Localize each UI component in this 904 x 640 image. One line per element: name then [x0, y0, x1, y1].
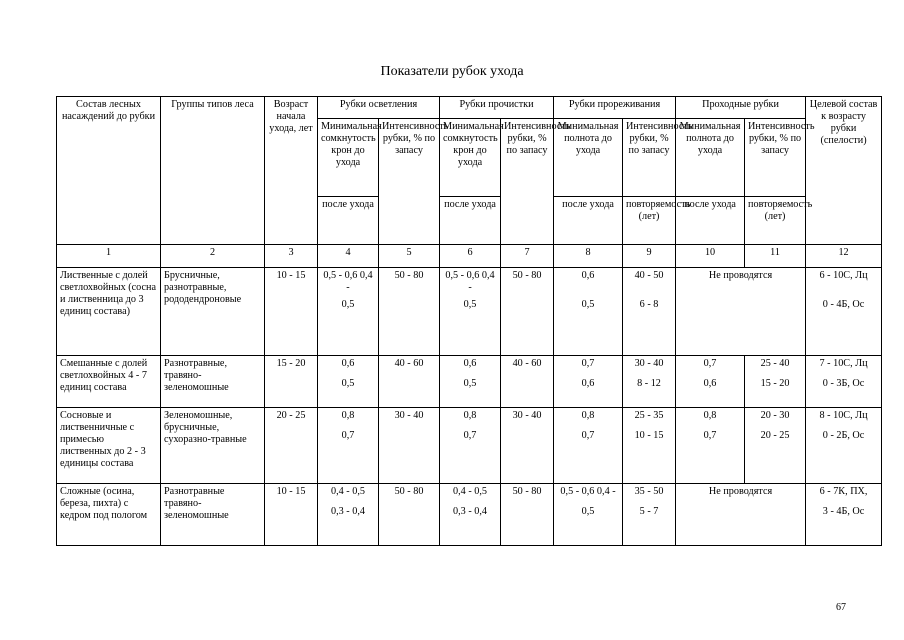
value-before: 0,7 [581, 358, 595, 369]
table-row [57, 268, 882, 356]
column-number: 6 [440, 245, 501, 268]
value-after: 0,5 [341, 378, 355, 389]
header-intensity-prohod: Интенсивность рубки, % по запасу [745, 119, 806, 197]
value-after: 0,6 [703, 378, 717, 389]
cell-density-prorezh [554, 484, 623, 546]
cell-closure-proch [440, 268, 501, 356]
column-number-row [57, 245, 882, 268]
value-repeat: 6 - 8 [639, 299, 659, 310]
value-after: 0,3 - 0,4 [453, 506, 487, 517]
value-target-mix: 0 - 3Б, Ос [822, 378, 865, 389]
value-target-main: 7 - 10С, Лц [819, 358, 868, 369]
header-intensity-proch: Интенсивность рубки, % по запасу [501, 119, 554, 245]
value-before: 0,6 [341, 358, 355, 369]
cell-intensity-osv: 50 - 80 [379, 484, 440, 546]
cell-intensity-prorezh [623, 484, 676, 546]
header-repeat-prohod: повторяемость (лет) [745, 197, 806, 245]
value-repeat: 10 - 15 [634, 430, 664, 441]
value-intensity: 25 - 40 [760, 358, 790, 369]
value-repeat: 20 - 25 [760, 430, 790, 441]
value-intensity: 35 - 50 [634, 486, 664, 497]
value-after: 0,5 [581, 506, 595, 517]
value-before: 0,5 - 0,6 0,4 - [560, 486, 616, 497]
cell-start-age: 15 - 20 [265, 356, 318, 408]
header-min-density-prorezh: Минимальная полнота до ухода [554, 119, 623, 197]
header-composition: Состав лесных насаждений до рубки [57, 97, 161, 245]
value-target-main: 8 - 10С, Лц [819, 410, 868, 421]
cell-forest-types: Брусничные, разнотравные, рододендроновые [161, 268, 265, 356]
cell-forest-types: Разнотравные, травяно-зеленомошные [161, 356, 265, 408]
value-after: 0,6 [581, 378, 595, 389]
cell-intensity-osv: 30 - 40 [379, 408, 440, 484]
cell-closure-proch [440, 484, 501, 546]
header-after-prohod: после ухода [676, 197, 745, 245]
header-after-osv: после ухода [318, 197, 379, 245]
cell-intensity-prorezh [623, 268, 676, 356]
value-after: 0,7 [341, 430, 355, 441]
header-after-proch: после ухода [440, 197, 501, 245]
value-after: 0,7 [581, 430, 595, 441]
header-group-osvetlenie: Рубки осветления [318, 97, 440, 119]
column-number: 9 [623, 245, 676, 268]
header-repeat-prorezh: повторяемость (лет) [623, 197, 676, 245]
header-target-composition: Целевой состав к возрасту рубки (спелости) [806, 97, 882, 245]
value-before: 0,6 [581, 270, 595, 281]
value-before: 0,8 [463, 410, 477, 421]
value-target-main: 6 - 10С, Лц [819, 270, 868, 281]
header-row-groups [57, 97, 882, 119]
column-number: 8 [554, 245, 623, 268]
header-intensity-prorezh: Интенсивность рубки, % по запасу [623, 119, 676, 197]
cell-intensity-osv: 50 - 80 [379, 268, 440, 356]
cell-closure-osv [318, 408, 379, 484]
column-number: 3 [265, 245, 318, 268]
cell-target [806, 268, 882, 356]
cell-closure-proch [440, 356, 501, 408]
cell-density-prohod [676, 408, 745, 484]
value-intensity: 25 - 35 [634, 410, 664, 421]
column-number: 11 [745, 245, 806, 268]
cell-composition: Сосновые и лиственничные с примесью лиственных до 2 - 3 единицы состава [57, 408, 161, 484]
page-number: 67 [836, 602, 846, 613]
forest-thinning-table [56, 96, 882, 546]
value-after: 0,5 [463, 378, 477, 389]
value-before: 0,5 - 0,6 0,4 - [445, 270, 495, 293]
cell-closure-proch [440, 408, 501, 484]
value-repeat: 15 - 20 [760, 378, 790, 389]
cell-intensity-prohod [745, 408, 806, 484]
column-number: 7 [501, 245, 554, 268]
value-target-mix: 3 - 4Б, Ос [822, 506, 865, 517]
column-number: 10 [676, 245, 745, 268]
value-after: 0,5 [463, 299, 477, 310]
cell-prohod-not-applied: Не проводятся [676, 484, 806, 546]
value-before: 0,4 - 0,5 [453, 486, 487, 497]
value-before: 0,5 - 0,6 0,4 - [323, 270, 373, 293]
value-before: 0,8 [581, 410, 595, 421]
value-repeat: 5 - 7 [639, 506, 659, 517]
value-target-mix: 0 - 4Б, Ос [822, 299, 865, 310]
cell-intensity-prorezh [623, 408, 676, 484]
value-after: 0,7 [463, 430, 477, 441]
value-repeat: 8 - 12 [637, 378, 661, 389]
value-intensity: 30 - 40 [634, 358, 664, 369]
cell-start-age: 20 - 25 [265, 408, 318, 484]
page-title: Показатели рубок ухода [380, 64, 524, 79]
cell-intensity-proch: 50 - 80 [501, 268, 554, 356]
value-target-main: 6 - 7К, ПХ, [819, 486, 868, 497]
column-number: 1 [57, 245, 161, 268]
header-group-prorezhivanie: Рубки прореживания [554, 97, 676, 119]
value-intensity: 20 - 30 [760, 410, 790, 421]
cell-density-prorezh [554, 356, 623, 408]
cell-start-age: 10 - 15 [265, 484, 318, 546]
column-number: 5 [379, 245, 440, 268]
header-group-prohodnye: Проходные рубки [676, 97, 806, 119]
value-before: 0,8 [341, 410, 355, 421]
header-start-age: Возраст начала ухода, лет [265, 97, 318, 245]
value-before: 0,6 [463, 358, 477, 369]
header-min-closure-proch: Минимальная сомкнутость крон до ухода [440, 119, 501, 197]
cell-intensity-proch: 30 - 40 [501, 408, 554, 484]
cell-forest-types: Разнотравные травяно-зеленомошные [161, 484, 265, 546]
cell-intensity-osv: 40 - 60 [379, 356, 440, 408]
cell-intensity-proch: 50 - 80 [501, 484, 554, 546]
cell-target [806, 484, 882, 546]
value-before: 0,8 [703, 410, 717, 421]
cell-target [806, 356, 882, 408]
cell-closure-osv [318, 268, 379, 356]
table-row [57, 356, 882, 408]
cell-intensity-proch: 40 - 60 [501, 356, 554, 408]
value-before: 0,4 - 0,5 [331, 486, 365, 497]
column-number: 2 [161, 245, 265, 268]
cell-composition: Смешанные с долей светлохвойных 4 - 7 единиц состава [57, 356, 161, 408]
value-after: 0,7 [703, 430, 717, 441]
cell-start-age: 10 - 15 [265, 268, 318, 356]
cell-target [806, 408, 882, 484]
cell-closure-osv [318, 484, 379, 546]
cell-forest-types: Зеленомошные, брусничные, сухоразно-травные [161, 408, 265, 484]
header-intensity-osv: Интенсивность рубки, % по запасу [379, 119, 440, 245]
table-row [57, 408, 882, 484]
table-row [57, 484, 882, 546]
value-intensity: 40 - 50 [634, 270, 664, 281]
value-before: 0,7 [703, 358, 717, 369]
column-number: 12 [806, 245, 882, 268]
cell-density-prorezh [554, 268, 623, 356]
value-target-mix: 0 - 2Б, Ос [822, 430, 865, 441]
header-min-density-prohod: Минимальная полнота до ухода [676, 119, 745, 197]
value-after: 0,3 - 0,4 [331, 506, 365, 517]
header-group-prochistka: Рубки прочистки [440, 97, 554, 119]
column-number: 4 [318, 245, 379, 268]
cell-intensity-prorezh [623, 356, 676, 408]
cell-composition: Сложные (осина, береза, пихта) с кедром под пологом [57, 484, 161, 546]
cell-density-prohod [676, 356, 745, 408]
cell-intensity-prohod [745, 356, 806, 408]
value-after: 0,5 [581, 299, 595, 310]
cell-prohod-not-applied: Не проводятся [676, 268, 806, 356]
header-min-closure-osv: Минимальная сомкнутость крон до ухода [318, 119, 379, 197]
header-forest-types: Группы типов леса [161, 97, 265, 245]
cell-composition: Лиственные с долей светлохвойных (сосна и лиственница до 3 единиц состава) [57, 268, 161, 356]
header-after-prorezh: после ухода [554, 197, 623, 245]
cell-closure-osv [318, 356, 379, 408]
cell-density-prorezh [554, 408, 623, 484]
value-after: 0,5 [341, 299, 355, 310]
